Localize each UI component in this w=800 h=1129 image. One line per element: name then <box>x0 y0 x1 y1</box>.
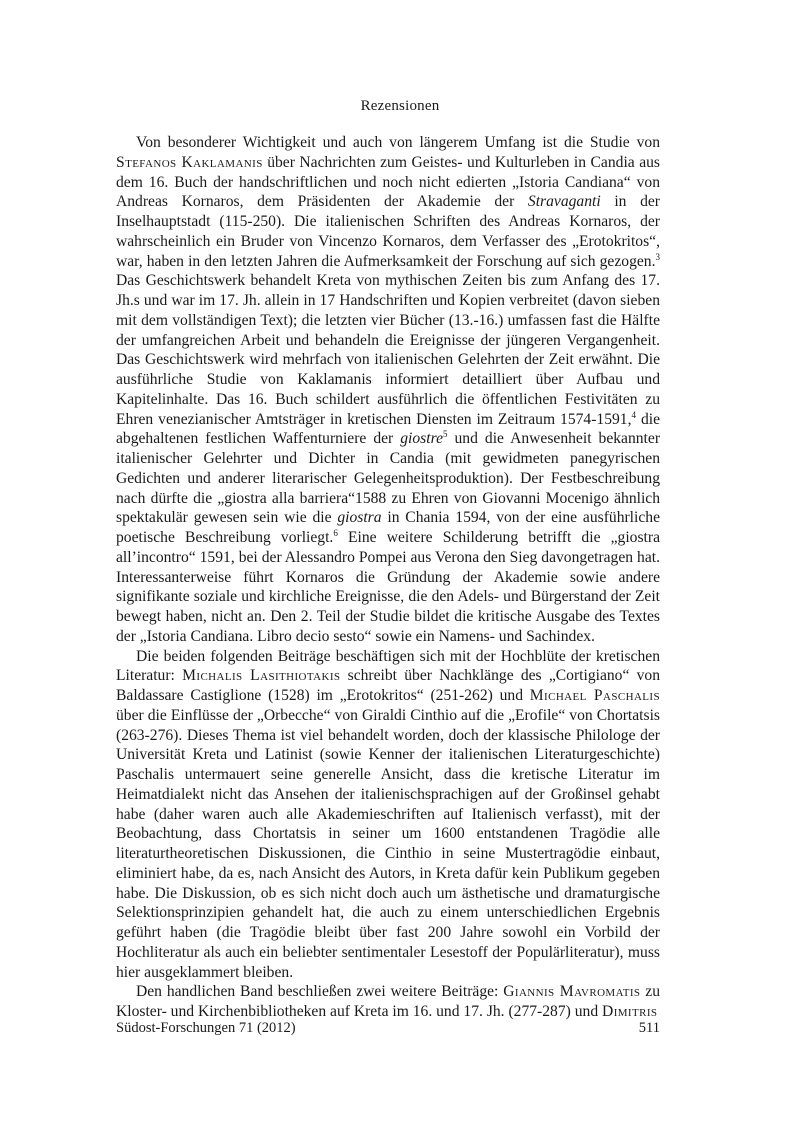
text-run: schreibt über Nachklänge des „Cortigiano“ von Baldassare Castiglione (1528) im „Erotokritos“ (251-262) und <box>116 667 661 704</box>
text-run: Den handlichen Band beschließen zwei weitere Beiträge: <box>136 983 504 1001</box>
paragraph <box>116 133 660 647</box>
paragraph <box>116 982 660 1022</box>
text-run: Eine weitere Schilderung betrifft die „giostra all’incontro“ 1591, bei der Alessandro Pompei aus Verona den Sieg davongetragen hat. Interessanterweise führt Kornaros die Gründung der Akademie sowie andere signifikante soziale und kirchliche Ereignisse, die den Adels- und Bürgerstand der Zeit bewegt haben, nicht an. Den 2. Teil der Studie bildet die kritische Ausgabe des Textes der „Istoria Candiana. Libro decio sesto“ sowie ein Namens- und Sachindex. <box>116 529 660 645</box>
italic-term: giostra <box>337 509 382 527</box>
author-name: Michalis Lasithiotakis <box>182 667 341 685</box>
footnote-ref: 6 <box>333 528 338 538</box>
text-run: Das Geschichtswerk behandelt Kreta von mythischen Zeiten bis zum Anfang des 17. Jh.s und war im 17. Jh. allein in 17 Handschriften und Kopien verbreitet (davon sieben mit dem vollständigen Text); die letzten vier Bücher (13.-16.) umfassen fast die Hälfte der umfangreichen Arbeit und behandeln die Ereignisse der jüngeren Vergangenheit. Das Geschichtswerk wird mehrfach von italienischen Gelehrten der Zeit erwähnt. Die ausführliche Studie von Kaklamanis informiert detailliert über Aufbau und Kapitelinhalte. Das 16. Buch schildert ausführlich die öffentlichen Festivitäten zu Ehren venezianischer Amtsträger in kretischen Diensten im Zeitraum 1574-1591, <box>116 272 660 428</box>
text-run: in Chania 1594, von der eine ausführliche poetische Beschreibung vorliegt. <box>116 509 660 546</box>
running-header: Rezensionen <box>360 98 440 114</box>
text-run: Die beiden folgenden Beiträge beschäftigen sich mit der Hochblüte der kretischen Literatur: <box>116 647 660 685</box>
footnote-ref: 4 <box>631 409 636 420</box>
author-name: Stefanos Kaklamanis <box>116 153 263 171</box>
text-run: in der Inselhauptstadt (115-250). Die italienischen Schriften des Andreas Kornaros, der wahrscheinlich ein Bruder von Vincenzo Kornaros, dem Verfasser des „Erotokritos“, war, haben in den letzten Jahren die Aufmerksamkeit der Forschung auf sich gezogen. <box>116 193 660 270</box>
author-name: Dimitris <box>602 1003 658 1020</box>
italic-term: giostre <box>400 430 443 448</box>
paragraph <box>116 647 660 983</box>
text-run: die abgehaltenen festlichen Waffenturniere der <box>116 410 661 448</box>
journal-citation: Südost-Forschungen 71 (2012) <box>116 1020 296 1036</box>
article-body <box>116 133 660 1022</box>
page-footer <box>116 1020 660 1037</box>
text-run: über Nachrichten zum Geistes- und Kulturleben in Candia aus dem 16. Buch der handschriftlichen und noch nicht edierten „Istoria Candiana“ von Andreas Kornaros, dem Präsidenten der Akademie der <box>116 153 660 211</box>
italic-term: Stravaganti <box>527 193 601 211</box>
text-run: über die Einflüsse der „Orbecche“ von Giraldi Cinthio auf die „Erofile“ von Chortatsis (263-276). Dieses Thema ist viel behandelt worden, doch der klassische Philologe der Universität Kreta und Latinist (sowie Kenner der italienischen Literaturgeschichte) Paschalis untermauert seine generelle Ansicht, dass die kretische Literatur im Heimatdialekt nicht das Ansehen der italienischsprachigen auf der Großinsel gehabt habe (daher waren auch alle Akademieschriften auf Italienisch verfasst), mit der Beobachtung, dass Chortatsis in seiner um 1600 entstandenen Tragödie alle literaturtheoretischen Diskussionen, die Cinthio in seine Mustertragödie einbaut, eliminiert habe, da es, nach Ansicht des Autors, in Kreta dafür kein Publikum gegeben habe. Die Diskussion, ob es sich nicht doch auch um ästhetische und dramaturgische Selektionsprinzipien gehandelt hat, die auch zu einem unterschiedlichen Ergebnis geführt haben (die Tragödie bleibt über fast 200 Jahre sowohl ein Vorbild der Hochliteratur als auch ein beliebter sentimentaler Lesestoff der Populärliteratur), muss hier ausgeklammert bleiben. <box>116 706 660 981</box>
author-name: Michael Paschalis <box>529 687 660 704</box>
text-run: und die Anwesenheit bekannter italienischer Gelehrter und Dichter in Candia (mit gewidmeten panegyrischen Gedichten und anderer literarischer Gelegenheitsproduktion). Der Festbeschreibung nach dürfte die „giostra alla barriera“1588 zu Ehren von Giovanni Mocenigo ähnlich spektakulär gewesen sein wie die <box>116 430 661 527</box>
author-name: Giannis Mavromatis <box>503 983 641 1001</box>
page-number: 511 <box>638 1020 660 1036</box>
text-run: zu Kloster- und Kirchenbibliotheken auf Kreta im 16. und 17. Jh. (277-287) und <box>116 983 660 1020</box>
footnote-ref: 5 <box>443 429 448 440</box>
footnote-ref: 3 <box>655 251 660 262</box>
text-run: Von besonderer Wichtigkeit und auch von längerem Umfang ist die Studie von <box>136 134 660 151</box>
